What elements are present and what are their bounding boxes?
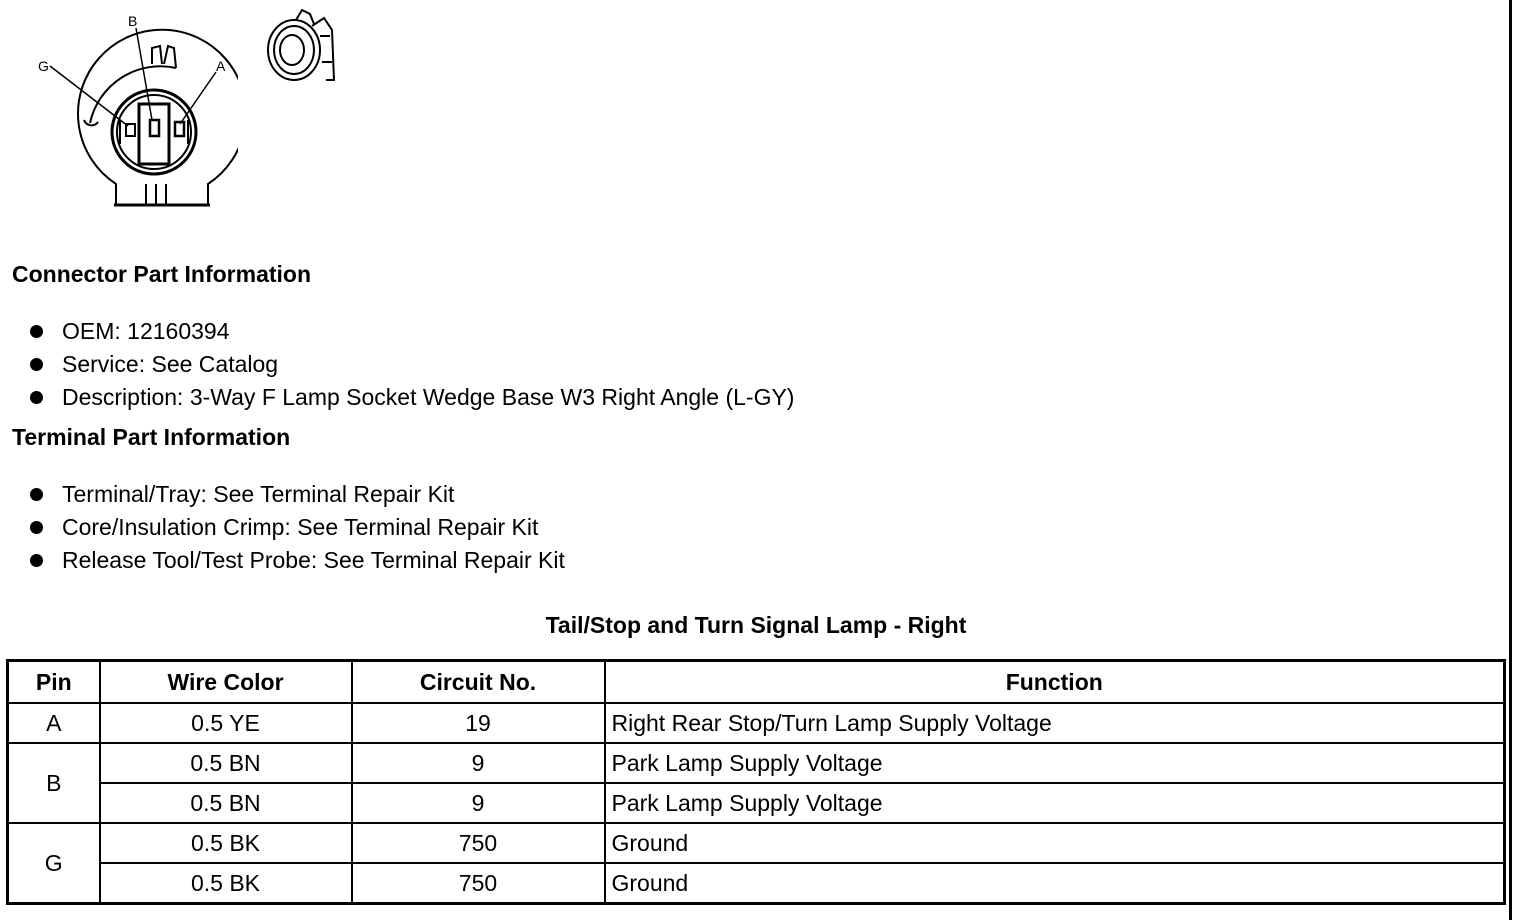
connector-side-view <box>262 6 342 86</box>
wire-color-cell: 0.5 BN <box>100 743 352 783</box>
pinout-table <box>6 659 1506 905</box>
pin-label-b: B <box>128 13 138 29</box>
circuit-cell: 9 <box>352 783 605 823</box>
column-header-circuit: Circuit No. <box>352 661 605 704</box>
function-cell: Ground <box>605 823 1505 863</box>
terminal-part-heading: Terminal Part Information <box>12 424 291 450</box>
column-header-wire-color: Wire Color <box>100 661 352 704</box>
circuit-cell: 9 <box>352 743 605 783</box>
pin-cell: G <box>8 823 100 904</box>
list-item: Release Tool/Test Probe: See Terminal Repair Kit <box>30 544 565 577</box>
column-header-function: Function <box>605 661 1505 704</box>
wire-color-cell: 0.5 BN <box>100 783 352 823</box>
bullet-icon <box>30 521 43 534</box>
bullet-icon <box>30 391 43 404</box>
list-item: OEM: 12160394 <box>30 315 794 348</box>
table-row <box>8 783 1505 823</box>
bullet-icon <box>30 554 43 567</box>
table-row <box>8 823 1505 863</box>
table-row <box>8 743 1505 783</box>
list-item: Core/Insulation Crimp: See Terminal Repair Kit <box>30 511 565 544</box>
table-title: Tail/Stop and Turn Signal Lamp - Right <box>545 612 967 638</box>
list-item: Service: See Catalog <box>30 348 794 381</box>
pin-cell: B <box>8 743 100 823</box>
list-item: Description: 3-Way F Lamp Socket Wedge Base W3 Right Angle (L-GY) <box>30 381 794 414</box>
table-row <box>8 863 1505 904</box>
bullet-icon <box>30 488 43 501</box>
function-cell: Park Lamp Supply Voltage <box>605 783 1505 823</box>
bullet-icon <box>30 358 43 371</box>
wire-color-cell: 0.5 YE <box>100 703 352 743</box>
circuit-cell: 750 <box>352 863 605 904</box>
pin-label-g: G <box>38 58 49 74</box>
pin-cell: A <box>8 703 100 743</box>
connector-part-heading: Connector Part Information <box>12 261 312 287</box>
wire-color-cell: 0.5 BK <box>100 863 352 904</box>
circuit-cell: 19 <box>352 703 605 743</box>
pin-label-a: A <box>216 58 226 74</box>
function-cell: Ground <box>605 863 1505 904</box>
bullet-icon <box>30 325 43 338</box>
connector-part-list <box>30 315 794 414</box>
table-header-row <box>8 661 1505 704</box>
page-right-border <box>1509 0 1512 920</box>
function-cell: Park Lamp Supply Voltage <box>605 743 1505 783</box>
function-cell: Right Rear Stop/Turn Lamp Supply Voltage <box>605 703 1505 743</box>
column-header-pin: Pin <box>8 661 100 704</box>
table-row <box>8 703 1505 743</box>
connector-face-diagram <box>28 8 238 218</box>
circuit-cell: 750 <box>352 823 605 863</box>
terminal-part-list <box>30 478 565 577</box>
wire-color-cell: 0.5 BK <box>100 823 352 863</box>
list-item: Terminal/Tray: See Terminal Repair Kit <box>30 478 565 511</box>
